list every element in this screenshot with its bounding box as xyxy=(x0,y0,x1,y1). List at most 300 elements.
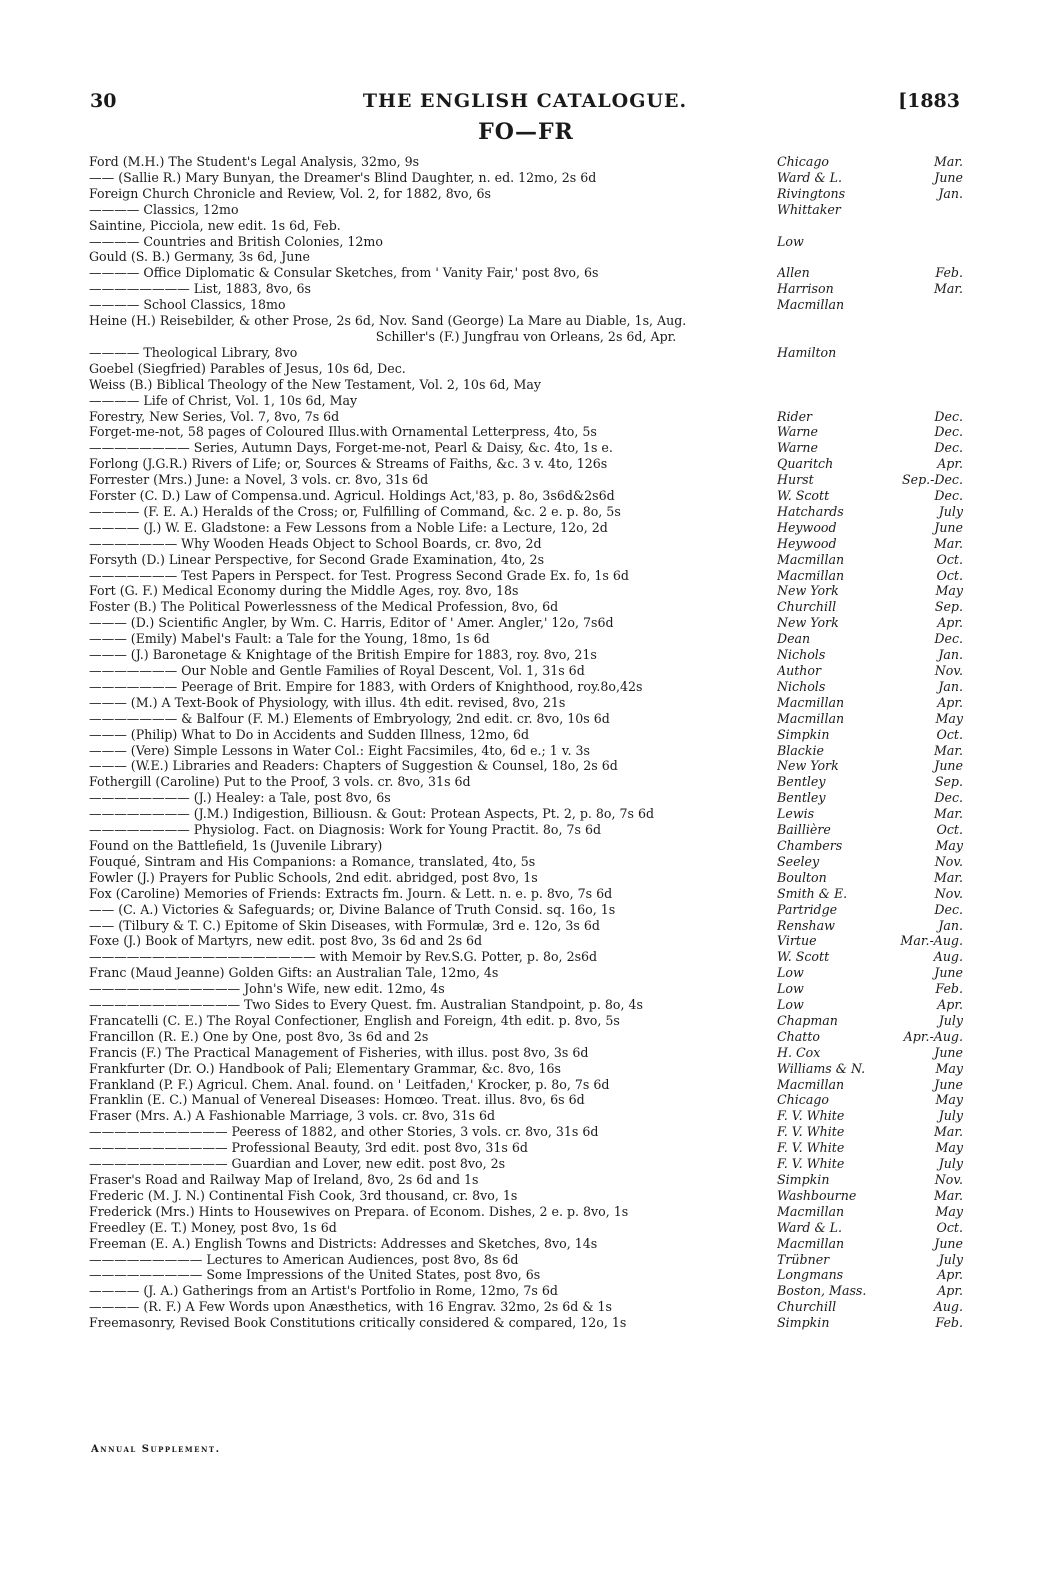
entry-text: Forrester (Mrs.) June: a Novel, 3 vols. cr. 8vo, 31s 6d xyxy=(89,472,429,488)
entry-publisher: Macmillan xyxy=(777,710,845,726)
entry-publisher-date xyxy=(777,409,963,425)
entry-publisher-date xyxy=(777,1013,963,1029)
entry-text: ————————— Some Impressions of the United States, post 8vo, 6s xyxy=(89,1267,541,1283)
entry-text: Ford (M.H.) The Student's Legal Analysis, 32mo, 9s xyxy=(89,154,420,169)
entry-publisher-date xyxy=(777,536,963,552)
entry-publisher-date xyxy=(777,265,963,281)
catalogue-entry xyxy=(89,949,963,965)
entry-date: Mar. xyxy=(933,1124,963,1140)
entry-date: June xyxy=(934,965,963,981)
entry-date: July xyxy=(938,1251,963,1267)
entry-text: ———————— List, 1883, 8vo, 6s xyxy=(89,281,311,297)
entry-publisher-date xyxy=(777,902,963,918)
entry-date: Dec. xyxy=(934,790,963,806)
entry-date: Dec. xyxy=(934,488,963,504)
entry-text: ——————— Test Papers in Perspect. for Test. Progress Second Grade Ex. fo, 1s 6d xyxy=(89,567,629,583)
entry-text: ——————— & Balfour (F. M.) Elements of Embryology, 2nd edit. cr. 8vo, 10s 6d xyxy=(89,710,610,726)
entry-date: Jan. xyxy=(938,647,963,663)
entry-date: Dec. xyxy=(934,440,963,456)
entry-publisher-date xyxy=(777,1108,963,1124)
entry-text: Fraser (Mrs. A.) A Fashionable Marriage, 3 vols. cr. 8vo, 31s 6d xyxy=(89,1108,496,1124)
entry-publisher: Author xyxy=(777,663,821,678)
catalogue-entry xyxy=(89,1124,963,1140)
entry-date: Apr. xyxy=(937,615,963,631)
entry-publisher: Virtue xyxy=(777,933,817,949)
entry-text: ———— (F. E. A.) Heralds of the Cross; or, Fulfilling of Command, &c. 2 e. p. 8o, 5s xyxy=(89,503,621,519)
entry-publisher: Low xyxy=(777,981,804,997)
entry-publisher-date xyxy=(777,695,963,711)
catalogue-entry xyxy=(89,1140,963,1156)
entry-text: ——————— Our Noble and Gentle Families of Royal Descent, Vol. 1, 31s 6d xyxy=(89,663,585,678)
entry-date: Apr. xyxy=(937,997,963,1013)
entry-publisher-date xyxy=(777,599,963,615)
entry-publisher-date xyxy=(777,1204,963,1220)
entry-text: ——— (J.) Baronetage & Knightage of the British Empire for 1883, roy. 8vo, 21s xyxy=(89,647,597,663)
entry-publisher-date xyxy=(777,456,963,472)
catalogue-entry xyxy=(89,1061,963,1077)
entry-text: Francatelli (C. E.) The Royal Confectioner, English and Foreign, 4th edit. p. 8vo, 5s xyxy=(89,1012,620,1028)
entry-publisher-date xyxy=(777,583,963,599)
catalogue-entry xyxy=(89,568,963,584)
entry-text: ——— (D.) Scientific Angler, by Wm. C. Harris, Editor of ' Amer. Angler,' 12o, 7s6d xyxy=(89,615,614,631)
entry-publisher: Quaritch xyxy=(777,456,834,472)
catalogue-entry xyxy=(89,1283,963,1299)
catalogue-entry xyxy=(89,186,963,202)
entry-date: Jan. xyxy=(938,678,963,694)
entry-publisher-date xyxy=(777,711,963,727)
entry-publisher-date xyxy=(777,663,963,679)
entry-publisher-date xyxy=(777,1124,963,1140)
entry-publisher-date xyxy=(777,727,963,743)
entry-date: June xyxy=(934,519,963,535)
entry-publisher: Trübner xyxy=(777,1251,830,1267)
entry-publisher: Chambers xyxy=(777,837,843,853)
catalogue-entry xyxy=(89,583,963,599)
catalogue-entry xyxy=(89,520,963,536)
page-number: 30 xyxy=(90,90,117,112)
entry-date: June xyxy=(934,1076,963,1092)
entry-publisher-date xyxy=(777,743,963,759)
catalogue-entry xyxy=(89,472,963,488)
entry-text: Foxe (J.) Book of Martyrs, new edit. post 8vo, 3s 6d and 2s 6d xyxy=(89,933,483,949)
entry-text: ———— Classics, 12mo xyxy=(89,201,239,217)
catalogue-entry xyxy=(89,1236,963,1252)
catalogue-entry xyxy=(89,265,963,281)
catalogue-entry xyxy=(89,1204,963,1220)
catalogue-entry xyxy=(89,822,963,838)
entry-publisher: F. V. White xyxy=(777,1156,845,1172)
entry-text: Francis (F.) The Practical Management of Fisheries, with illus. post 8vo, 3s 6d xyxy=(89,1044,589,1060)
entry-publisher-date xyxy=(777,615,963,631)
entry-text: Gould (S. B.) Germany, 3s 6d, June xyxy=(89,249,310,265)
entry-text: Found on the Battlefield, 1s (Juvenile Library) xyxy=(89,837,383,853)
entry-text: ———— (J.) W. E. Gladstone: a Few Lessons from a Noble Life: a Lecture, 12o, 2d xyxy=(89,519,608,535)
entry-publisher: Nichols xyxy=(777,678,826,694)
entry-publisher: Chapman xyxy=(777,1012,838,1028)
entry-publisher: Simpkin xyxy=(777,1172,830,1187)
entry-text: —— (C. A.) Victories & Safeguards; or, Divine Balance of Truth Consid. sq. 16o, 1s xyxy=(89,901,616,917)
catalogue-entry xyxy=(89,902,963,918)
footer-signature: Annual Supplement. xyxy=(91,1444,221,1455)
entry-text: ———————— (J.) Healey: a Tale, post 8vo, 6s xyxy=(89,790,391,806)
entry-text: ——— (Philip) What to Do in Accidents and Sudden Illness, 12mo, 6d xyxy=(89,726,530,742)
entry-text: Forster (C. D.) Law of Compensa.und. Agricul. Holdings Act,'83, p. 8o, 3s6d&2s6d xyxy=(89,488,615,504)
entry-date: Feb. xyxy=(935,265,963,281)
entry-publisher-date xyxy=(777,520,963,536)
catalogue-entry xyxy=(89,249,963,265)
catalogue-entry xyxy=(89,1156,963,1172)
entry-publisher: New York xyxy=(777,615,839,631)
catalogue-entry xyxy=(89,599,963,615)
entry-text: Schiller's (F.) Jungfrau von Orleans, 2s 6d, Apr. xyxy=(375,328,677,344)
catalogue-entry xyxy=(89,727,963,743)
catalogue-entry xyxy=(89,1252,963,1268)
catalogue-entry xyxy=(89,615,963,631)
entry-publisher-date xyxy=(777,281,963,297)
entry-date: May xyxy=(935,1203,963,1219)
entry-publisher-date xyxy=(777,1156,963,1172)
entry-publisher: Macmillan xyxy=(777,694,845,710)
entry-text: Fothergill (Caroline) Put to the Proof, 3 vols. cr. 8vo, 31s 6d xyxy=(89,774,471,790)
catalogue-entry xyxy=(89,456,963,472)
entry-date: June xyxy=(934,169,963,185)
entry-publisher: Partridge xyxy=(777,901,838,917)
entry-publisher: Churchill xyxy=(777,599,837,615)
entry-date: Feb. xyxy=(935,1315,963,1331)
entry-date: Nov. xyxy=(934,663,963,678)
entry-publisher-date xyxy=(777,568,963,584)
entry-date: Apr. xyxy=(937,1283,963,1299)
catalogue-entry xyxy=(89,870,963,886)
entry-publisher: Macmillan xyxy=(777,297,845,313)
catalogue-entry xyxy=(89,1172,963,1188)
entry-date: Oct. xyxy=(936,567,963,583)
entry-publisher: Whittaker xyxy=(777,201,841,217)
entry-text: Francillon (R. E.) One by One, post 8vo, 3s 6d and 2s xyxy=(89,1028,429,1044)
entry-publisher-date xyxy=(777,1188,963,1204)
entry-date: Oct. xyxy=(936,551,963,567)
entry-date: Apr.-Aug. xyxy=(903,1028,963,1044)
catalogue-entry xyxy=(89,424,963,440)
entry-text: Franklin (E. C.) Manual of Venereal Diseases: Homœo. Treat. illus. 8vo, 6s 6d xyxy=(89,1092,585,1108)
entry-text: Frankfurter (Dr. O.) Handbook of Pali; Elementary Grammar, &c. 8vo, 16s xyxy=(89,1060,561,1076)
entry-text: ———————— Physiolog. Fact. on Diagnosis: Work for Young Practit. 8o, 7s 6d xyxy=(89,822,602,838)
page-header xyxy=(90,90,960,118)
entry-publisher-date xyxy=(777,822,963,838)
entry-publisher: Heywood xyxy=(777,535,837,551)
entry-publisher: Seeley xyxy=(777,853,820,869)
catalogue-entry xyxy=(89,1013,963,1029)
entry-date: May xyxy=(935,1092,963,1108)
entry-date: Mar. xyxy=(933,535,963,551)
entry-publisher: Hurst xyxy=(777,472,814,488)
catalogue-entry xyxy=(89,297,963,313)
entry-publisher: Boston, Mass. xyxy=(777,1283,867,1299)
catalogue-entry xyxy=(89,647,963,663)
entry-publisher: Chicago xyxy=(777,1092,829,1108)
entry-date: Mar. xyxy=(933,1187,963,1203)
catalogue-entry xyxy=(89,790,963,806)
catalogue-entry xyxy=(89,711,963,727)
entry-publisher: Rivingtons xyxy=(777,185,846,201)
entry-text: ——————————— Peeress of 1882, and other Stories, 3 vols. cr. 8vo, 31s 6d xyxy=(89,1124,599,1140)
entry-publisher-date xyxy=(777,1172,963,1188)
entry-publisher: Blackie xyxy=(777,742,824,758)
catalogue-year: [1883 xyxy=(898,90,960,112)
entry-publisher: Warne xyxy=(777,424,818,440)
entry-date: Mar. xyxy=(933,806,963,822)
entry-publisher: F. V. White xyxy=(777,1108,845,1124)
entry-date: May xyxy=(935,1060,963,1076)
entry-text: ——— (Vere) Simple Lessons in Water Col.: Eight Facsimiles, 4to, 6d e.; 1 v. 3s xyxy=(89,742,590,758)
catalogue-entry xyxy=(89,743,963,759)
entry-publisher: Macmillan xyxy=(777,1076,845,1092)
entry-text: ——————— Why Wooden Heads Object to School Boards, cr. 8vo, 2d xyxy=(89,535,542,551)
section-heading: FO—FR xyxy=(478,119,574,145)
entry-publisher: Heywood xyxy=(777,519,837,535)
catalogue-entry xyxy=(89,154,963,170)
entry-text: Forlong (J.G.R.) Rivers of Life; or, Sources & Streams of Faiths, &c. 3 v. 4to, 126s xyxy=(89,456,608,472)
entry-date: Oct. xyxy=(936,726,963,742)
catalogue-entry xyxy=(89,440,963,456)
entry-publisher-date xyxy=(777,870,963,886)
catalogue-entry xyxy=(89,202,963,218)
entry-publisher-date xyxy=(777,202,963,218)
entry-date: June xyxy=(934,1044,963,1060)
entry-publisher: Smith & E. xyxy=(777,885,848,901)
entry-text: Foster (B.) The Political Powerlessness of the Medical Profession, 8vo, 6d xyxy=(89,599,559,615)
entry-date: Mar. xyxy=(933,281,963,297)
entry-publisher-date xyxy=(777,504,963,520)
entry-publisher: Dean xyxy=(777,631,811,647)
entry-publisher-date xyxy=(777,1140,963,1156)
catalogue-entry xyxy=(89,695,963,711)
entry-publisher: Renshaw xyxy=(777,917,835,933)
entry-publisher: Bentley xyxy=(777,774,826,790)
entry-publisher-date xyxy=(777,965,963,981)
catalogue-entry xyxy=(89,488,963,504)
entry-text: Freedley (E. T.) Money, post 8vo, 1s 6d xyxy=(89,1219,337,1235)
entry-text: Heine (H.) Reisebilder, & other Prose, 2s 6d, Nov. Sand (George) La Mare au Diable, 1s, Aug. xyxy=(89,313,687,329)
catalogue-entry xyxy=(89,1188,963,1204)
entry-text: ———— Life of Christ, Vol. 1, 10s 6d, May xyxy=(89,392,358,408)
entry-date: Mar. xyxy=(933,742,963,758)
entry-publisher-date xyxy=(777,933,963,949)
entry-date: Sep. xyxy=(934,774,963,790)
entry-publisher: Hatchards xyxy=(777,503,844,519)
entry-publisher: Ward & L. xyxy=(777,169,843,185)
entry-publisher: Allen xyxy=(777,265,810,281)
entry-text: ——————— Peerage of Brit. Empire for 1883, with Orders of Knighthood, roy.8o,42s xyxy=(89,678,643,694)
entry-text: ————————— Lectures to American Audiences, post 8vo, 8s 6d xyxy=(89,1251,519,1267)
entry-publisher-date xyxy=(777,1267,963,1283)
entry-text: Freemasonry, Revised Book Constitutions critically considered & compared, 12o, 1s xyxy=(89,1315,627,1331)
catalogue-entry xyxy=(89,1315,963,1331)
entry-text: Goebel (Siegfried) Parables of Jesus, 10s 6d, Dec. xyxy=(89,360,406,376)
catalogue-entry xyxy=(89,679,963,695)
entry-publisher-date xyxy=(777,758,963,774)
entry-publisher: Washbourne xyxy=(777,1187,857,1203)
entry-publisher: Simpkin xyxy=(777,726,830,742)
catalogue-entry xyxy=(89,1045,963,1061)
entry-date: Mar. xyxy=(933,154,963,169)
entry-date: Dec. xyxy=(934,408,963,424)
entry-publisher-date xyxy=(777,472,963,488)
entry-publisher-date xyxy=(777,234,963,250)
entry-publisher: Chicago xyxy=(777,154,829,169)
entry-publisher: W. Scott xyxy=(777,488,830,504)
entry-date: Dec. xyxy=(934,424,963,440)
entry-date: Nov. xyxy=(934,853,963,869)
entry-date: Aug. xyxy=(933,949,963,965)
entry-publisher: H. Cox xyxy=(777,1044,821,1060)
entry-text: ———————————— John's Wife, new edit. 12mo, 4s xyxy=(89,981,445,997)
entry-publisher-date xyxy=(777,1315,963,1331)
entry-date: Apr. xyxy=(937,694,963,710)
entry-publisher-date xyxy=(777,631,963,647)
entry-publisher: Churchill xyxy=(777,1299,837,1315)
catalogue-entry xyxy=(89,981,963,997)
catalogue-entry xyxy=(89,536,963,552)
entry-publisher-date xyxy=(777,552,963,568)
entry-date: July xyxy=(938,1108,963,1124)
entry-publisher-date xyxy=(777,488,963,504)
entry-date: Jan. xyxy=(938,917,963,933)
entry-text: ———— Theological Library, 8vo xyxy=(89,344,298,360)
catalogue-entry xyxy=(89,854,963,870)
entry-date: Dec. xyxy=(934,901,963,917)
catalogue-entry xyxy=(89,965,963,981)
entry-publisher-date xyxy=(777,1092,963,1108)
entry-date: Aug. xyxy=(933,1299,963,1315)
entry-publisher-date xyxy=(777,1299,963,1315)
entry-text: ——— (W.E.) Libraries and Readers: Chapters of Suggestion & Counsel, 18o, 2s 6d xyxy=(89,758,618,774)
catalogue-entry xyxy=(89,1220,963,1236)
entry-date: Sep. xyxy=(934,599,963,615)
entry-text: Saintine, Picciola, new edit. 1s 6d, Feb. xyxy=(89,217,341,233)
entry-publisher-date xyxy=(777,1252,963,1268)
entry-text: Frederick (Mrs.) Hints to Housewives on Prepara. of Econom. Dishes, 2 e. p. 8vo, 1s xyxy=(89,1203,629,1219)
entry-publisher: Nichols xyxy=(777,647,826,663)
entry-publisher: F. V. White xyxy=(777,1140,845,1156)
catalogue-entry xyxy=(89,1108,963,1124)
entry-publisher-date xyxy=(777,186,963,202)
entry-publisher-date xyxy=(777,1029,963,1045)
entry-publisher-date xyxy=(777,424,963,440)
entry-text: Forsyth (D.) Linear Perspective, for Second Grade Examination, 4to, 2s xyxy=(89,551,545,567)
entry-publisher-date xyxy=(777,345,963,361)
entry-publisher: F. V. White xyxy=(777,1124,845,1140)
catalogue-entry xyxy=(89,663,963,679)
entry-text: —— (Sallie R.) Mary Bunyan, the Dreamer's Blind Daughter, n. ed. 12mo, 2s 6d xyxy=(89,169,597,185)
entry-publisher-date xyxy=(777,1061,963,1077)
entry-date: Oct. xyxy=(936,822,963,838)
catalogue-entry xyxy=(89,1029,963,1045)
catalogue-entry xyxy=(89,234,963,250)
entry-text: ———— (J. A.) Gatherings from an Artist's Portfolio in Rome, 12mo, 7s 6d xyxy=(89,1283,558,1299)
entry-publisher-date xyxy=(777,440,963,456)
catalogue-entry xyxy=(89,313,963,329)
entry-text: ——— (M.) A Text-Book of Physiology, with illus. 4th edit. revised, 8vo, 21s xyxy=(89,694,566,710)
entry-publisher: Hamilton xyxy=(777,344,837,360)
catalogue-entry xyxy=(89,329,963,345)
catalogue-entry xyxy=(89,409,963,425)
entry-text: Freeman (E. A.) English Towns and Districts: Addresses and Sketches, 8vo, 14s xyxy=(89,1235,598,1251)
catalogue-entry xyxy=(89,886,963,902)
entry-text: ———— School Classics, 18mo xyxy=(89,297,286,313)
entry-publisher-date xyxy=(777,918,963,934)
entry-text: Frankland (P. F.) Agricul. Chem. Anal. found. on ' Leitfaden,' Krocker, p. 8o, 7s 6d xyxy=(89,1076,610,1092)
entry-date: July xyxy=(938,1012,963,1028)
catalogue-entry xyxy=(89,1299,963,1315)
entry-publisher-date xyxy=(777,1220,963,1236)
entry-date: May xyxy=(935,710,963,726)
entry-publisher: Macmillan xyxy=(777,1203,845,1219)
entry-text: ———— (R. F.) A Few Words upon Anæsthetics, with 16 Engrav. 32mo, 2s 6d & 1s xyxy=(89,1299,613,1315)
entry-text: ———————— (J.M.) Indigestion, Billiousn. & Gout: Protean Aspects, Pt. 2, p. 8o, 7s 6d xyxy=(89,806,655,822)
catalogue-entry xyxy=(89,361,963,377)
entry-publisher: Chatto xyxy=(777,1028,820,1044)
entry-publisher: Low xyxy=(777,233,804,249)
entry-text: Forget-me-not, 58 pages of Coloured Illus.with Ornamental Letterpress, 4to, 5s xyxy=(89,424,597,440)
catalogue-entry xyxy=(89,345,963,361)
entry-text: Weiss (B.) Biblical Theology of the New Testament, Vol. 2, 10s 6d, May xyxy=(89,376,542,392)
entry-date: June xyxy=(934,1235,963,1251)
entry-text: Forestry, New Series, Vol. 7, 8vo, 7s 6d xyxy=(89,408,340,424)
entry-publisher: Bentley xyxy=(777,790,826,806)
entry-publisher: Boulton xyxy=(777,869,827,885)
entry-text: —————————————————— with Memoir by Rev.S.G. Potter, p. 8o, 2s6d xyxy=(89,949,598,965)
entry-publisher: Macmillan xyxy=(777,551,845,567)
entry-publisher-date xyxy=(777,1236,963,1252)
entry-date: May xyxy=(935,583,963,599)
entry-text: ———————— Series, Autumn Days, Forget-me-not, Pearl & Daisy, &c. 4to, 1s e. xyxy=(89,440,613,456)
catalogue-entry xyxy=(89,170,963,186)
entry-publisher-date xyxy=(777,854,963,870)
catalogue-entry xyxy=(89,377,963,393)
entry-text: Foreign Church Chronicle and Review, Vol. 2, for 1882, 8vo, 6s xyxy=(89,185,491,201)
catalogue-entry xyxy=(89,393,963,409)
catalogue-entries xyxy=(89,154,963,1331)
entry-publisher: Low xyxy=(777,997,804,1013)
catalogue-entry xyxy=(89,918,963,934)
entry-date: Feb. xyxy=(935,981,963,997)
entry-publisher-date xyxy=(777,647,963,663)
entry-text: —— (Tilbury & T. C.) Epitome of Skin Diseases, with Formulæ, 3rd e. 12o, 3s 6d xyxy=(89,917,600,933)
entry-publisher-date xyxy=(777,838,963,854)
entry-publisher-date xyxy=(777,774,963,790)
entry-publisher: Harrison xyxy=(777,281,834,297)
catalogue-entry xyxy=(89,1077,963,1093)
catalogue-entry xyxy=(89,631,963,647)
entry-text: Fowler (J.) Prayers for Public Schools, 2nd edit. abridged, post 8vo, 1s xyxy=(89,869,538,885)
entry-publisher: Simpkin xyxy=(777,1315,830,1331)
entry-publisher-date xyxy=(777,997,963,1013)
entry-publisher: Longmans xyxy=(777,1267,844,1283)
entry-publisher-date xyxy=(777,981,963,997)
catalogue-entry xyxy=(89,997,963,1013)
catalogue-title: THE ENGLISH CATALOGUE. xyxy=(362,90,688,112)
catalogue-entry xyxy=(89,838,963,854)
entry-publisher: New York xyxy=(777,758,839,774)
catalogue-entry xyxy=(89,758,963,774)
entry-text: ———————————— Two Sides to Every Quest. fm. Australian Standpoint, p. 8o, 4s xyxy=(89,997,643,1013)
entry-publisher: Rider xyxy=(777,408,813,424)
entry-text: ———— Office Diplomatic & Consular Sketches, from ' Vanity Fair,' post 8vo, 6s xyxy=(89,265,599,281)
entry-publisher-date xyxy=(777,949,963,965)
entry-publisher: Macmillan xyxy=(777,567,845,583)
entry-date: July xyxy=(938,1156,963,1172)
